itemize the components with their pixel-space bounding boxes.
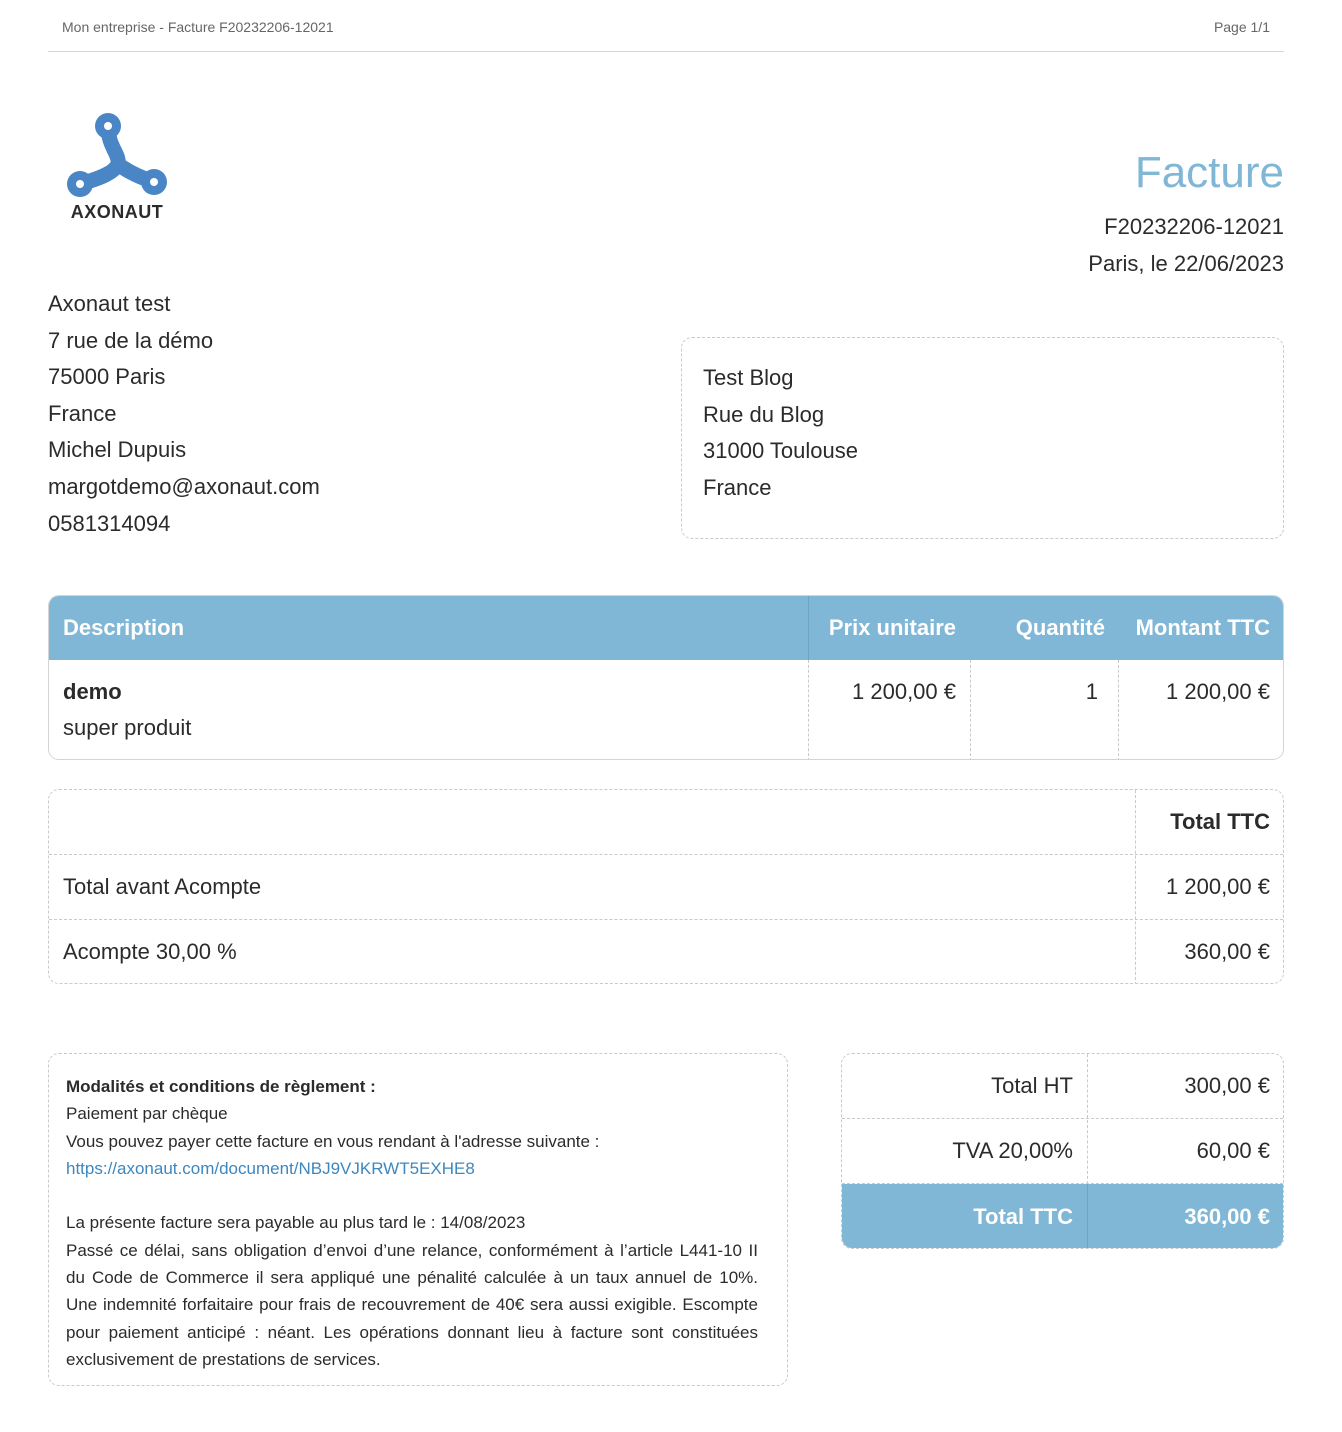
totals-row-divider-1 (842, 1118, 1283, 1119)
items-table (48, 595, 1284, 760)
recipient-company: Test Blog (703, 365, 794, 390)
summary-row-divider-2 (49, 919, 1283, 920)
page-number: Page 1/1 (1213, 19, 1270, 35)
company-logo (62, 112, 172, 224)
header-divider (48, 51, 1284, 52)
payment-terms-box (48, 1053, 788, 1386)
payment-link[interactable]: https://axonaut.com/document/NBJ9VJKRWT5EXHE8 (66, 1158, 475, 1178)
recipient-street: Rue du Blog (703, 401, 825, 427)
terms-legal-text: Passé ce délai, sans obligation d’envoi d’une relance, conformément à l’article L441-10 II du Code de Commerce il sera appliqué une pénalité calculée à un taux annuel de 10%. Une indemnité forfaitaire pour frais de recouvrement de 40€ sera aussi exigible. Escompte pour paiement anticipé : néant. Les opérations donnant lieu à facture sont constituées exclusivement de prestations de services. (66, 1240, 758, 1369)
item-unit-price: 1 200,00 € (852, 679, 956, 704)
grand-total-divider (1087, 1184, 1088, 1249)
sender-street: 7 rue de la démo (48, 327, 214, 353)
sender-address (48, 286, 320, 542)
col-header-unit-price: Prix unitaire (828, 615, 956, 640)
sender-country: France (48, 400, 117, 426)
totals-column-divider (1087, 1054, 1088, 1184)
grand-total-label: Total TTC (973, 1204, 1073, 1229)
logo-wordmark: AXONAUT (70, 202, 164, 222)
page-header-title: Mon entreprise - Facture F20232206-12021 (62, 19, 334, 35)
terms-payment-method: Paiement par chèque (66, 1104, 228, 1124)
terms-due-date: La présente facture sera payable au plus tard le : 14/08/2023 (66, 1213, 526, 1233)
sender-email: margotdemo@axonaut.com (48, 473, 320, 499)
totals-table (841, 1053, 1284, 1249)
totals-row-divider-2 (842, 1183, 1283, 1184)
item-quantity: 1 (1085, 679, 1098, 704)
item-name: demo (63, 679, 122, 704)
sender-contact: Michel Dupuis (48, 437, 187, 463)
item-description: super produit (63, 715, 192, 740)
recipient-city: 31000 Toulouse (703, 438, 858, 464)
sender-company: Axonaut test (48, 291, 171, 316)
terms-spacer (66, 1182, 758, 1209)
terms-title: Modalités et conditions de règlement : (66, 1077, 376, 1096)
invoice-number: F20232206-12021 (1104, 214, 1284, 239)
recipient-address-box (681, 337, 1284, 539)
summary-header-total: Total TTC (1170, 809, 1270, 834)
col-header-quantity: Quantité (1015, 615, 1105, 640)
document-title: Facture (1134, 148, 1284, 197)
deposit-summary-table (48, 789, 1284, 984)
summary-value-before-deposit: 1 200,00 € (1166, 874, 1270, 899)
column-divider-1 (808, 660, 809, 760)
item-amount: 1 200,00 € (1166, 679, 1270, 704)
col-header-description: Description (63, 615, 185, 640)
column-divider-3 (1118, 660, 1119, 760)
total-ht-label: Total HT (991, 1073, 1073, 1098)
col-header-amount: Montant TTC (1135, 615, 1270, 640)
column-divider-2 (970, 660, 971, 760)
grand-total-value: 360,00 € (1184, 1204, 1270, 1229)
header-divider-1 (808, 596, 809, 660)
vat-value: 60,00 € (1196, 1138, 1270, 1163)
summary-value-deposit: 360,00 € (1184, 939, 1270, 964)
invoice-place-date: Paris, le 22/06/2023 (1088, 251, 1284, 276)
total-ht-value: 300,00 € (1184, 1073, 1270, 1098)
summary-label-before-deposit: Total avant Acompte (63, 874, 262, 899)
items-table-header (49, 596, 1283, 660)
sender-city: 75000 Paris (48, 364, 166, 390)
terms-address-intro: Vous pouvez payer cette facture en vous rendant à l'adresse suivante : (66, 1131, 600, 1151)
summary-label-deposit: Acompte 30,00 % (63, 939, 237, 964)
axonaut-logo-icon (62, 112, 172, 202)
summary-row-divider-1 (49, 854, 1283, 855)
recipient-country: France (703, 474, 772, 500)
sender-phone: 0581314094 (48, 510, 171, 536)
summary-column-divider (1135, 790, 1136, 984)
vat-label: TVA 20,00% (952, 1138, 1073, 1163)
